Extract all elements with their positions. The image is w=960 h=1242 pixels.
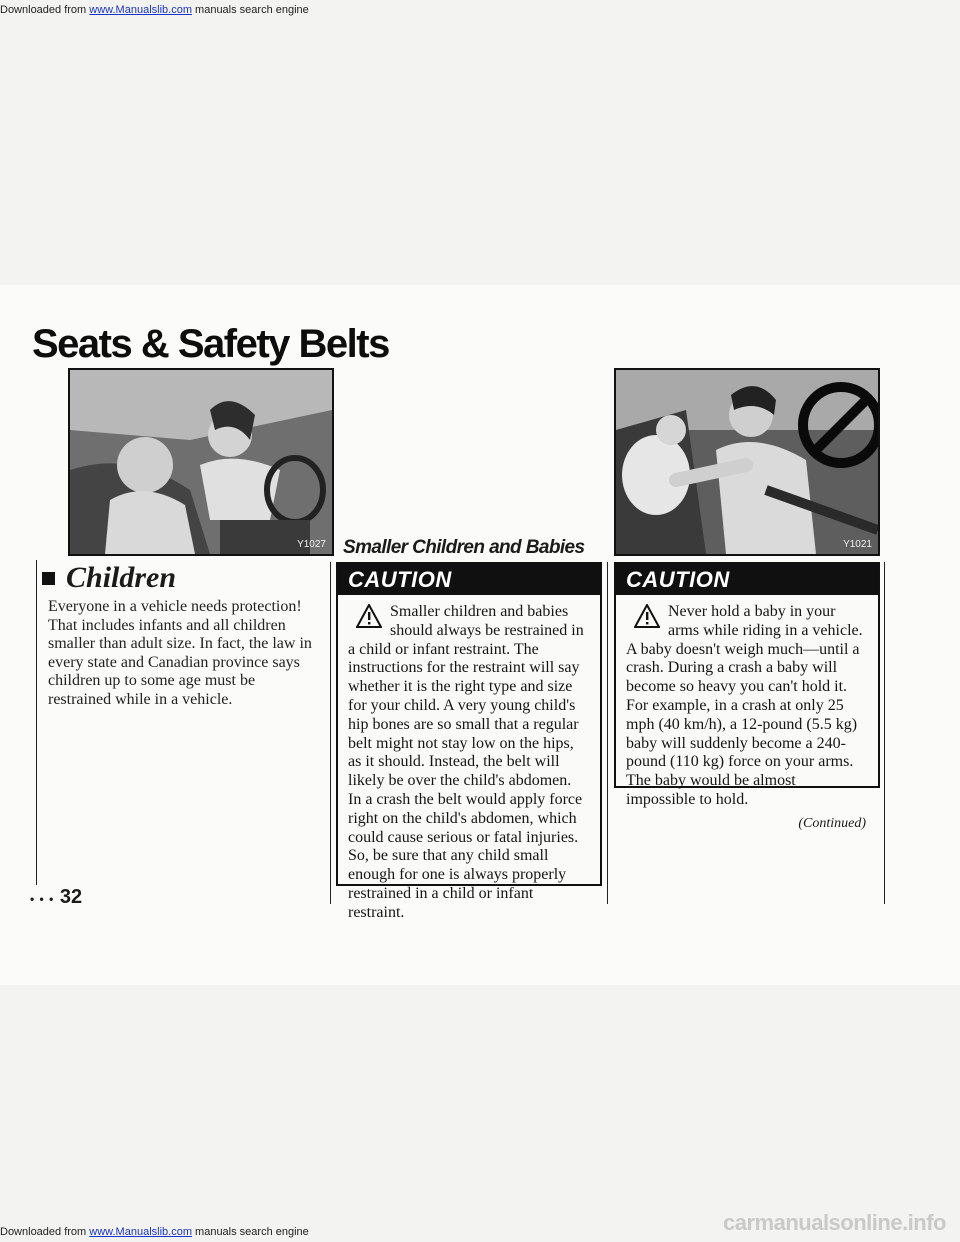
caution-text: Never hold a baby in your arms while riding in a vehicle. A baby doesn't weigh much—until a crash. During a crash a baby will become so heavy you can't hold it. For example, in a crash at only 25 mph (40 km/h), a 12-pound (5.5 kg) baby will suddenly become a 240-pound (110 kg) force on your arms. The baby would be almost impossible to hold. [626, 603, 863, 808]
manualslib-link-footer[interactable]: www.Manualslib.com [89, 1226, 192, 1238]
column-rule-left [36, 560, 37, 885]
section-title: Seats & Safety Belts [32, 322, 389, 366]
caution-label: CAUTION [338, 564, 600, 595]
caution-box-holding-baby [614, 562, 880, 831]
subheading-smaller-children: Smaller Children and Babies [343, 537, 585, 558]
warning-triangle-icon [634, 604, 660, 628]
manualslib-link[interactable]: www.Manualslib.com [89, 4, 192, 16]
illustration-children-in-car [70, 370, 332, 554]
continued-note: (Continued) [798, 815, 866, 831]
top-margin [0, 0, 960, 285]
photo-code: Y1027 [297, 539, 326, 550]
heading-children: Children [66, 561, 177, 594]
download-banner: Downloaded from www.Manualslib.com manuals search engine [0, 4, 309, 16]
download-banner-footer: Downloaded from www.Manualslib.com manuals search engine [0, 1226, 309, 1238]
caution-text: Smaller children and babies should always be restrained in a child or infant restraint. The instructions for the restraint will say whether it is the right type and size for your child. A very young child's hip bones are so small that a regular belt might not stay low on the hips, as it should. Instead, the belt will likely be over the child's abdomen. In a crash the belt would apply force right on the child's abdomen, which could cause serious or fatal injuries. So, be sure that any child small enough for one is always properly restrained in a child or infant restraint. [348, 603, 584, 921]
caution-box-smaller-children [336, 562, 602, 921]
photo-code: Y1021 [843, 539, 872, 550]
photo-holding-baby [614, 368, 880, 556]
column-rule-edge [884, 562, 885, 904]
warning-triangle-icon [356, 604, 382, 628]
watermark: carmanualsonline.info [723, 1210, 946, 1235]
caution-label: CAUTION [616, 564, 878, 595]
column-rule-right [607, 562, 608, 904]
photo-children-in-car [68, 368, 334, 556]
bullet-square [42, 572, 55, 585]
column-rule-middle [330, 562, 331, 904]
illustration-holding-baby [616, 370, 878, 554]
bottom-margin [0, 985, 960, 1242]
children-paragraph: Everyone in a vehicle needs protection! That includes infants and all children smaller than adult size. In fact, the law in every state and Canadian province says children up to some age must be restrained while in a vehicle. [48, 598, 312, 708]
page-number: • • • 32 [30, 886, 83, 908]
